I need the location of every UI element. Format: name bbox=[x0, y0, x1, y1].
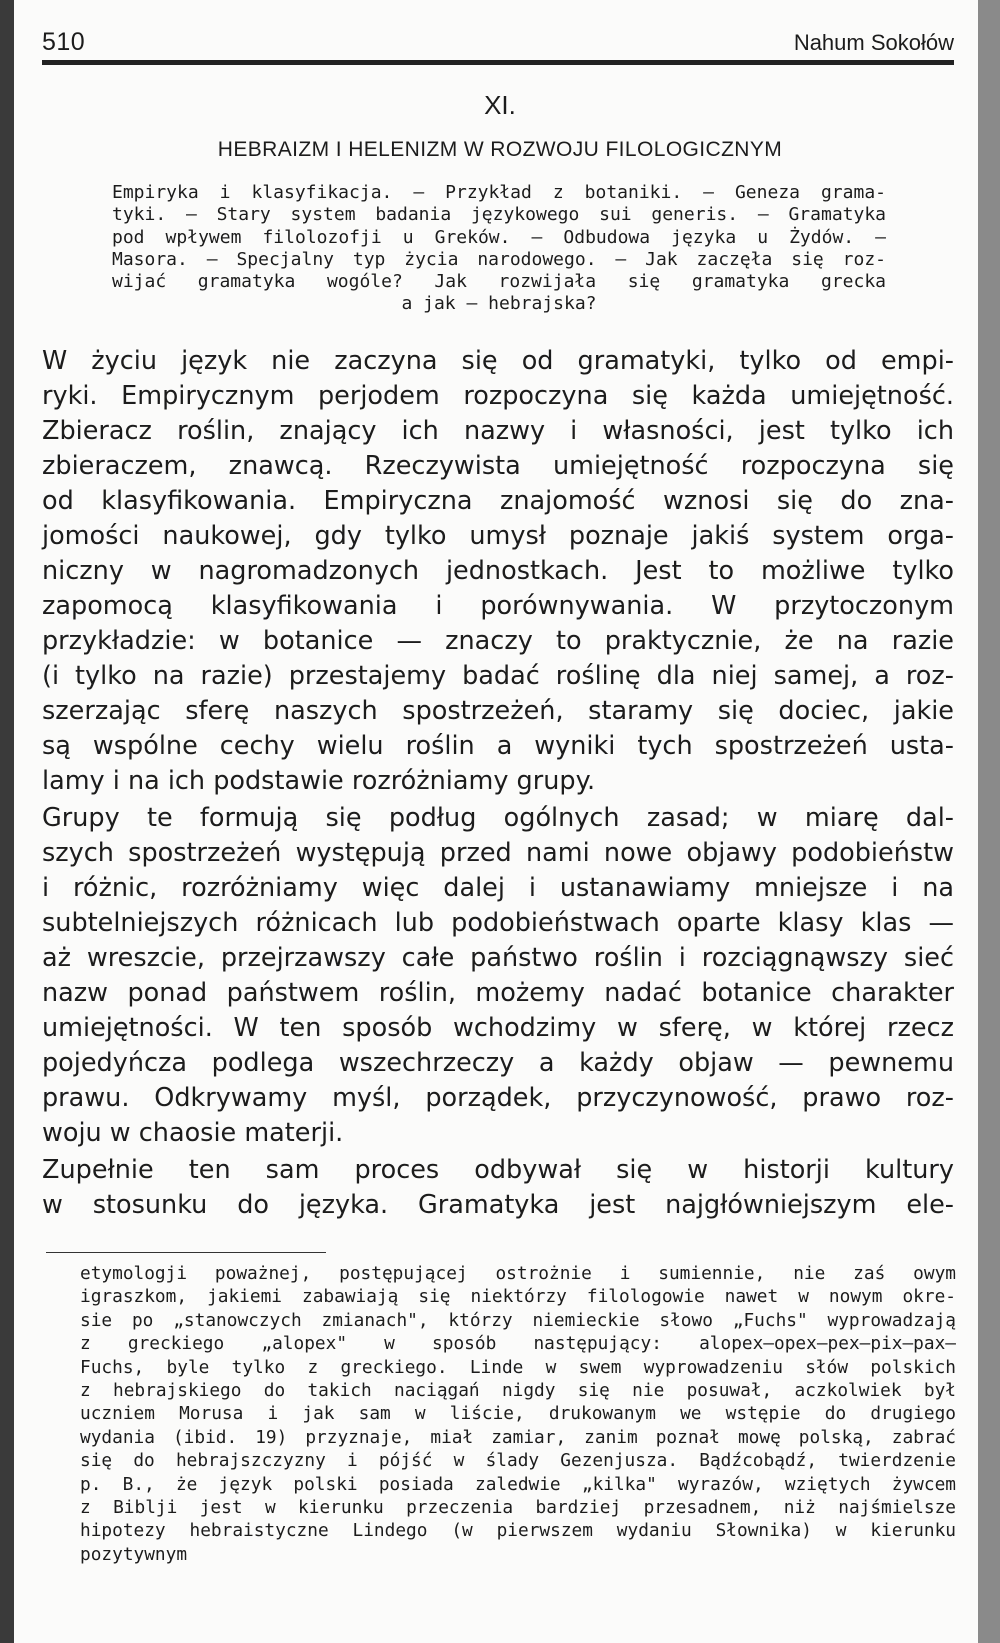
binding-shadow bbox=[0, 0, 14, 1643]
footnote-line: pozytywnym bbox=[80, 1543, 188, 1565]
footnote-line: igraszkom, jakiemi zabawiają się niektórzy filologowie nawet w nowym okre- bbox=[80, 1286, 956, 1308]
text-line: umiejętności. W ten sposób wchodzimy w sferę, w której rzecz bbox=[42, 1013, 954, 1043]
chapter-number: XI. bbox=[484, 90, 516, 120]
footnote-line: uczniem Morusa i jak sam w liście, drukowanym we wstępie do drugiego bbox=[80, 1403, 956, 1425]
page-edge-shadow bbox=[978, 0, 1000, 1643]
page-number: 510 bbox=[42, 28, 86, 56]
footnote-line: się do hebrajszczyzny i pójść w ślady Gezenjusza. Bądźcobądź, twierdzenie bbox=[80, 1450, 956, 1472]
footnote-line: sie po „stanowczych zmianach", którzy niemieckie słowo „Fuchs" wyprowadzają bbox=[80, 1309, 956, 1331]
header-rule bbox=[42, 60, 954, 65]
synopsis-line: pod wpływem filolozofji u Greków. — Odbudowa języka u Żydów. — bbox=[112, 226, 886, 248]
text-line: zbieraczem, znawcą. Rzeczywista umiejętność rozpoczyna się bbox=[42, 451, 954, 481]
text-line: niczny w nagromadzonych jednostkach. Jest to możliwe tylko bbox=[42, 556, 954, 586]
text-line: od klasyfikowania. Empiryczna znajomość wznosi się do zna- bbox=[42, 486, 954, 516]
text-line: ryki. Empirycznym perjodem rozpoczyna się każda umiejętność. bbox=[42, 381, 954, 411]
footnote-line: wydania (ibid. 19) przyznaje, miał zamiar, zanim poznał mowę polską, zabrać bbox=[80, 1426, 956, 1448]
synopsis-line: Empiryka i klasyfikacja. — Przykład z botaniki. — Geneza grama- bbox=[112, 182, 886, 203]
text-line: są wspólne cechy wielu roślin a wyniki tych spostrzeżeń usta- bbox=[42, 731, 954, 761]
footnote bbox=[80, 1262, 956, 1566]
synopsis-line: a jak — hebrajska? bbox=[401, 293, 597, 315]
text-line: lamy i na ich podstawie rozróżniamy grupy. bbox=[42, 766, 596, 796]
footnote-line: z Biblji jest w kierunku przeczenia bardziej przesadnem, niż najśmielsze bbox=[80, 1497, 956, 1519]
chapter-synopsis bbox=[112, 182, 886, 316]
text-line: W życiu język nie zaczyna się od gramatyki, tylko od empi- bbox=[42, 346, 954, 376]
footnote-line: etymologji poważnej, postępującej ostrożnie i sumiennie, nie zaś owym bbox=[80, 1263, 956, 1284]
text-line: prawu. Odkrywamy myśl, porządek, przyczynowość, prawo roz- bbox=[42, 1083, 954, 1113]
text-line: (i tylko na razie) przestajemy badać roślinę dla niej samej, a roz- bbox=[42, 661, 954, 691]
footnote-line: hipotezy hebraistyczne Lindego (w pierwszem wydaniu Słownika) w kierunku bbox=[80, 1520, 956, 1542]
running-head: Nahum Sokołów bbox=[793, 30, 954, 55]
text-line: i różnic, rozróżniamy więc dalej i ustanawiamy mniejsze i na bbox=[42, 873, 954, 903]
text-line: zapomocą klasyfikowania i porównywania. W przytoczonym bbox=[42, 591, 954, 621]
text-line: szych spostrzeżeń występują przed nami nowe objawy podobieństw bbox=[42, 838, 954, 868]
footnote-rule bbox=[46, 1252, 326, 1253]
text-line: szerzając sferę naszych spostrzeżeń, staramy się dociec, jakie bbox=[42, 696, 954, 726]
text-line: w stosunku do języka. Gramatyka jest najgłówniejszym ele- bbox=[42, 1190, 954, 1220]
body-text bbox=[42, 344, 954, 1223]
text-line: Zbieracz roślin, znający ich nazwy i własności, jest tylko ich bbox=[42, 416, 954, 446]
text-line: subtelniejszych różnicach lub podobieństwach oparte klasy klas — bbox=[42, 908, 954, 938]
text-line: Zupełnie ten sam proces odbywał się w historji kultury bbox=[42, 1155, 954, 1185]
text-line: jomości naukowej, gdy tylko umysł poznaje jakiś system orga- bbox=[42, 521, 954, 551]
text-line: nazw ponad państwem roślin, możemy nadać botanice charakter bbox=[42, 978, 954, 1008]
paragraph-1 bbox=[42, 344, 954, 799]
footnote-line: z greckiego „alopex" w sposób następujący: alopex—opex—pex—pix—pax— bbox=[80, 1333, 956, 1355]
footnote-line: p. B., że język polski posiada zaledwie „kilka" wyrazów, wziętych żywcem bbox=[80, 1473, 956, 1495]
text-line: przykładzie: w botanice — znaczy to praktycznie, że na razie bbox=[42, 626, 954, 656]
chapter-title: HEBRAIZM I HELENIZM W ROZWOJU FILOLOGICZNYM bbox=[217, 138, 783, 161]
paragraph-2 bbox=[42, 801, 954, 1151]
synopsis-line: wijać gramatyka wogóle? Jak rozwijała się gramatyka grecka bbox=[112, 271, 886, 293]
footnote-line: Fuchs, byle tylko z greckiego. Linde w swem wyprowadzeniu słów polskich bbox=[80, 1356, 956, 1378]
text-line: woju w chaosie materji. bbox=[42, 1118, 344, 1148]
paragraph-3 bbox=[42, 1153, 954, 1223]
text-line: aż wreszcie, przejrzawszy całe państwo roślin i rozciągnąwszy sieć bbox=[42, 943, 954, 973]
text-line: pojedyńcza podlega wszechrzeczy a każdy objaw — pewnemu bbox=[42, 1048, 954, 1078]
text-line: Grupy te formują się podług ogólnych zasad; w miarę dal- bbox=[42, 803, 954, 833]
footnote-line: z hebrajskiego do takich naciągań nigdy się nie posuwał, aczkolwiek był bbox=[80, 1380, 956, 1402]
synopsis-line: tyki. — Stary system badania językowego sui generis. — Gramatyka bbox=[112, 204, 886, 226]
synopsis-line: Masora. — Specjalny typ życia narodowego. — Jak zaczęła się roz- bbox=[112, 248, 886, 270]
